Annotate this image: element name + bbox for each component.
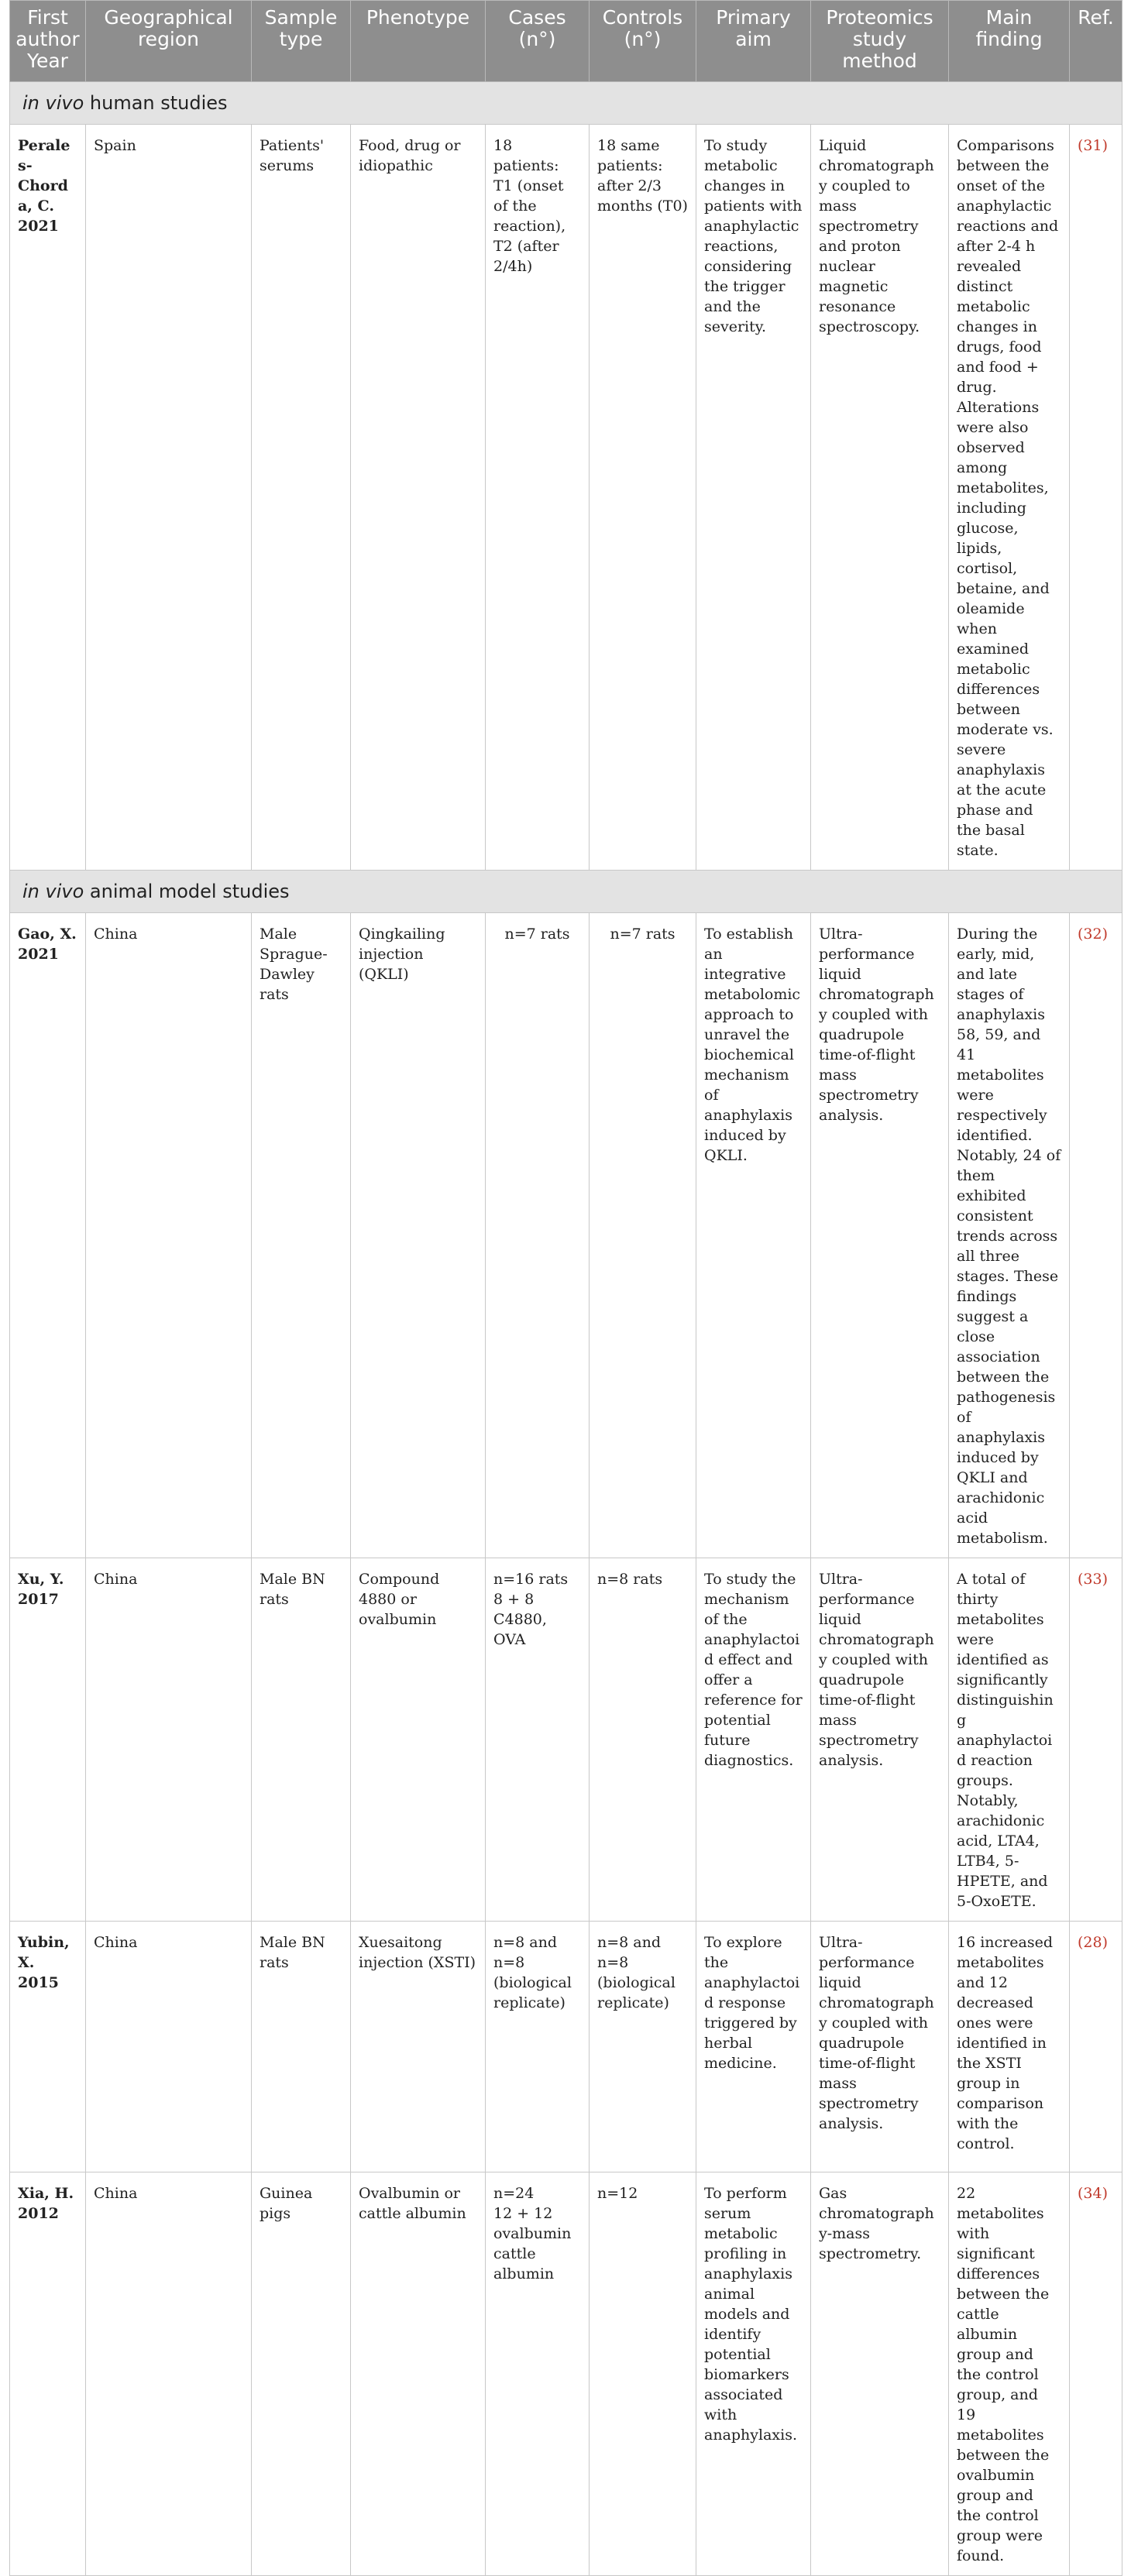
cell-cases: n=16 rats 8 + 8 C4880, OVA (486, 1558, 590, 1922)
section-title-rest: human studies (84, 92, 228, 114)
header-primary-aim: Primary aim (696, 1, 811, 82)
cell-author: Xia, H. 2012 (10, 2172, 86, 2576)
cell-controls: n=8 and n=8 (biological replicate) (590, 1922, 696, 2172)
table-header (10, 1, 1122, 82)
studies-table (9, 0, 1122, 2576)
cell-cases: n=7 rats (486, 913, 590, 1558)
cell-phenotype: Qingkailing injection (QKLI) (351, 913, 486, 1558)
cell-author: Xu, Y. 2017 (10, 1558, 86, 1922)
cell-sample: Male BN rats (252, 1922, 351, 2172)
table-container (9, 0, 1122, 2576)
table-row (10, 125, 1122, 871)
table-row (10, 1558, 1122, 1922)
table-body (10, 82, 1122, 2576)
cell-phenotype: Food, drug or idiopathic (351, 125, 486, 871)
cell-aim: To explore the anaphylactoid response triggered by herbal medicine. (696, 1922, 811, 2172)
cell-author: Gao, X. 2021 (10, 913, 86, 1558)
section-title-animal (10, 871, 1122, 913)
section-row-animal (10, 871, 1122, 913)
cell-region: China (86, 1922, 252, 2172)
header-main-finding: Main finding (949, 1, 1070, 82)
table-row (10, 1922, 1122, 2172)
table-row (10, 2172, 1122, 2576)
cell-finding: 22 metabolites with significant differences between the cattle albumin group and the control group, and 19 metabolites between the ovalbumin group and the control group were found. (949, 2172, 1070, 2576)
cell-phenotype: Xuesaitong injection (XSTI) (351, 1922, 486, 2172)
cell-phenotype: Ovalbumin or cattle albumin (351, 2172, 486, 2576)
cell-aim: To study metabolic changes in patients with anaphylactic reactions, considering the trigger and the severity. (696, 125, 811, 871)
cell-sample: Male Sprague-Dawley rats (252, 913, 351, 1558)
section-title-rest: animal model studies (84, 881, 290, 902)
cell-aim: To establish an integrative metabolomic approach to unravel the biochemical mechanism of anaphylaxis induced by QKLI. (696, 913, 811, 1558)
cell-aim: To study the mechanism of the anaphylactoid effect and offer a reference for potential future diagnostics. (696, 1558, 811, 1922)
cell-controls: n=12 (590, 2172, 696, 2576)
header-cases: Cases (n°) (486, 1, 590, 82)
cell-method: Ultra-performance liquid chromatography coupled with quadrupole time-of-flight mass spectrometry analysis. (811, 913, 949, 1558)
header-row (10, 1, 1122, 82)
cell-region: Spain (86, 125, 252, 871)
cell-region: China (86, 2172, 252, 2576)
section-title-italic: in vivo (22, 881, 84, 902)
cell-region: China (86, 1558, 252, 1922)
header-proteomics-method: Proteomics study method (811, 1, 949, 82)
header-controls: Controls (n°) (590, 1, 696, 82)
cell-author: Yubin, X. 2015 (10, 1922, 86, 2172)
cell-controls: 18 same patients: after 2/3 months (T0) (590, 125, 696, 871)
section-title-human (10, 82, 1122, 125)
cell-finding: Comparisons between the onset of the anaphylactic reactions and after 2-4 h revealed distinct metabolic changes in drugs, food and food + drug. Alterations were also observed among metabolites, including glucose, lipids, cortisol, betaine, and oleamide when examined metabolic differences between moderate vs. severe anaphylaxis at the acute phase and the basal state. (949, 125, 1070, 871)
cell-sample: Male BN rats (252, 1558, 351, 1922)
cell-aim: To perform serum metabolic profiling in anaphylaxis animal models and identify potential biomarkers associated with anaphylaxis. (696, 2172, 811, 2576)
cell-sample: Guinea pigs (252, 2172, 351, 2576)
cell-method: Liquid chromatography coupled to mass spectrometry and proton nuclear magnetic resonance spectroscopy. (811, 125, 949, 871)
header-phenotype: Phenotype (351, 1, 486, 82)
cell-cases: 18 patients: T1 (onset of the reaction), T2 (after 2/4h) (486, 125, 590, 871)
table-row (10, 913, 1122, 1558)
cell-ref-link[interactable]: (31) (1070, 125, 1122, 871)
cell-finding: 16 increased metabolites and 12 decreased ones were identified in the XSTI group in comparison with the control. (949, 1922, 1070, 2172)
cell-phenotype: Compound 4880 or ovalbumin (351, 1558, 486, 1922)
header-sample-type: Sample type (252, 1, 351, 82)
header-geographical-region: Geographical region (86, 1, 252, 82)
cell-cases: n=24 12 + 12 ovalbumin cattle albumin (486, 2172, 590, 2576)
cell-ref-link[interactable]: (32) (1070, 913, 1122, 1558)
cell-finding: During the early, mid, and late stages of anaphylaxis 58, 59, and 41 metabolites were respectively identified. Notably, 24 of them exhibited consistent trends across all three stages. These findings suggest a close association between the pathogenesis of anaphylaxis induced by QKLI and arachidonic acid metabolism. (949, 913, 1070, 1558)
cell-sample: Patients' serums (252, 125, 351, 871)
cell-ref-link[interactable]: (34) (1070, 2172, 1122, 2576)
cell-controls: n=8 rats (590, 1558, 696, 1922)
cell-finding: A total of thirty metabolites were identified as significantly distinguishing anaphylactoid reaction groups. Notably, arachidonic acid, LTA4, LTB4, 5-HPETE, and 5-OxoETE. (949, 1558, 1070, 1922)
cell-author: Perales-Chorda, C. 2021 (10, 125, 86, 871)
cell-method: Ultra-performance liquid chromatography coupled with quadrupole time-of-flight mass spectrometry analysis. (811, 1922, 949, 2172)
header-first-author-year: First author Year (10, 1, 86, 82)
cell-controls: n=7 rats (590, 913, 696, 1558)
cell-region: China (86, 913, 252, 1558)
cell-ref-link[interactable]: (28) (1070, 1922, 1122, 2172)
header-ref: Ref. (1070, 1, 1122, 82)
cell-method: Ultra-performance liquid chromatography coupled with quadrupole time-of-flight mass spectrometry analysis. (811, 1558, 949, 1922)
section-row-human (10, 82, 1122, 125)
cell-ref-link[interactable]: (33) (1070, 1558, 1122, 1922)
cell-method: Gas chromatography-mass spectrometry. (811, 2172, 949, 2576)
section-title-italic: in vivo (22, 92, 84, 114)
cell-cases: n=8 and n=8 (biological replicate) (486, 1922, 590, 2172)
